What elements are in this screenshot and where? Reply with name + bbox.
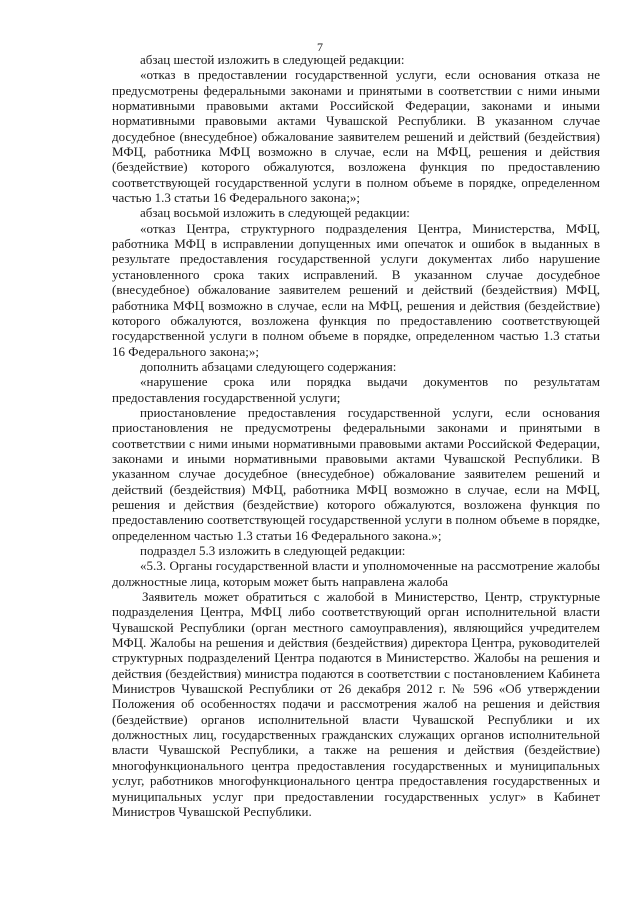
paragraph-1: абзац шестой изложить в следующей редакции: [140, 52, 405, 67]
paragraph-2: «отказ в предоставлении государственной услуги, если основания отказа не предусмотрены федеральными законами и принятыми в соответствии с ними иными нормативными правовыми актами Российской Федерации, законами и иными нормативными правовыми актами Чувашской Республики. В указанном случае досудебное (внесудебное) обжалование заявителем решений и действий (бездействия) МФЦ, работника МФЦ возможно в случае, если на МФЦ, решения и действия (бездействие) которого обжалуются, возложена функция по предоставлению соответствующей государственной услуги в полном объеме в порядке, определенном частью 1.3 статьи 16 Федерального закона;»; [112, 67, 600, 206]
paragraph-8: подраздел 5.3 изложить в следующей редакции: [140, 543, 406, 558]
paragraph-3: абзац восьмой изложить в следующей редакции: [140, 205, 410, 221]
paragraph-10: Заявитель может обратиться с жалобой в Министерство, Центр, структурные подразделения Центра, МФЦ либо соответствующий орган исполнительной власти Чувашской Республики (орган местного самоуправления), являющийся учредителем МФЦ. Жалобы на решения и действия (бездействия) директора Центра, руководителей структурных подразделений Центра подаются в Министерство. Жалобы на решения и действия (бездействия) министра подаются в соответствии с постановлением Кабинета Министров Чувашской Республики от 26 декабря 2012 г. № 596 «Об утверждении Положения об особенностях подачи и рассмотрения жалоб на решения и действия (бездействие) органов исполнительной власти Чувашской Республики и их должностных лиц, государственных гражданских служащих органов исполнительной власти Чувашской Республики, а также на решения и действия (бездействие) многофункционального центра предоставления государственных и муниципальных услуг, работников многофункционального центра предоставления государственных и муниципальных услуг при предоставлении государственных услуг» в Кабинет Министров Чувашской Республики. [112, 589, 600, 819]
page-number: 7 [317, 40, 323, 54]
paragraph-9: «5.3. Органы государственной власти и уполномоченные на рассмотрение жалобы должностные лица, которым может быть направлена жалоба [112, 558, 600, 589]
paragraph-6: «нарушение срока или порядка выдачи документов по результатам предоставления государственной услуги; [112, 374, 600, 405]
document-body [112, 52, 600, 819]
paragraph-7: приостановление предоставления государственной услуги, если основания приостановления не предусмотрены федеральными законами и принятыми в соответствии с ними иными нормативными правовыми актами Российской Федерации, законами и иными нормативными правовыми актами Чувашской Республики. В указанном случае досудебное (внесудебное) обжалование заявителем решений и действий (бездействия) МФЦ, работника МФЦ возможно в случае, если на МФЦ, решения и действия (бездействие) которого обжалуются, возложена функция по предоставлению соответствующей государственной услуги в полном объеме в порядке, определенном частью 1.3 статьи 16 Федерального закона.»; [112, 404, 600, 543]
paragraph-5: дополнить абзацами следующего содержания: [140, 358, 397, 374]
paragraph-4: «отказ Центра, структурного подразделения Центра, Министерства, МФЦ, работника МФЦ в исправлении допущенных ими опечаток и ошибок в выданных в результате предоставления государственной услуги документах либо нарушение установленного срока таких исправлений. В указанном случае досудебное (внесудебное) обжалование заявителем решений и действий (бездействия) МФЦ, работника МФЦ возможно в случае, если на МФЦ, решения и действия (бездействие) которого обжалуются, возложена функция по предоставлению соответствующей государственной услуги в полном объеме в порядке, определенном частью 1.3 статьи 16 Федерального закона;»; [112, 220, 600, 359]
